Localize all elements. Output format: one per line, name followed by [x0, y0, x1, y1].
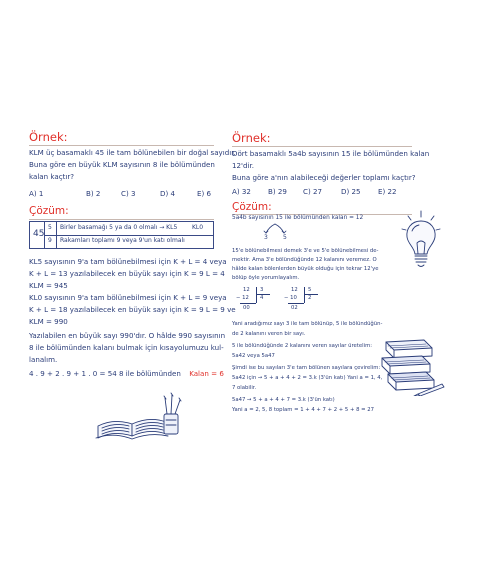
- left-option-e: E) 6: [197, 189, 212, 198]
- right-header-rule: [232, 146, 412, 147]
- table-row1-text: Birler basamağı 5 ya da 0 olmalı → KL5: [60, 224, 178, 231]
- right-option-e: E) 22: [378, 187, 397, 196]
- right-para-line-2: mektir. Ama 3'e bölündüğünde 12 kalanını veremez. O: [232, 257, 377, 263]
- left-final-line: [29, 368, 224, 379]
- left-question-line-2: Buna göre en büyük KLM sayısının 8 ile bölümünden: [29, 160, 215, 169]
- left-option-c: C) 3: [121, 189, 136, 198]
- left-solution-rule: [29, 219, 214, 220]
- left-header-rule: [29, 145, 214, 146]
- right-example-header: Örnek:: [232, 131, 271, 145]
- book-pencil-cup-illustration: [92, 392, 187, 442]
- div1-subtract: − 12: [236, 295, 249, 301]
- stacked-books-illustration: [376, 336, 446, 396]
- right-question-line-3: Buna göre a'nın alabileceği değerler toplamı kaçtır?: [232, 173, 416, 182]
- left-body-line-1: KL5 sayısının 9'a tam bölünebilmesi için K + L = 4 veya: [29, 257, 227, 266]
- right-tail-line-4: 5a42 veya 5a47: [232, 353, 275, 359]
- left-final-answer: Kalan = 6: [189, 369, 224, 378]
- div1-remainder: 00: [243, 305, 250, 311]
- light-bulb-illustration: [400, 207, 442, 273]
- left-body-line-5: K + L = 18 yazılabilecek en büyük sayı için K = 9 L = 9 ve: [29, 305, 236, 314]
- right-solution-line-1: 5a4b sayısının 15 ile bölümünden kalan = 12: [232, 215, 364, 221]
- left-body-line-8: 8 ile bölümünden kalanı bulmak için kısayolumuzu kul-: [29, 343, 224, 352]
- branch-arrows: [255, 223, 295, 237]
- div2-quotient: 2: [308, 295, 312, 301]
- branch-right-value: 5: [283, 234, 287, 241]
- left-example-header: Örnek:: [29, 130, 68, 144]
- right-option-d: D) 25: [341, 187, 361, 196]
- right-solution-header: Çözüm:: [232, 201, 272, 213]
- right-option-a: A) 32: [232, 187, 251, 196]
- long-division-12-by-5: [284, 286, 324, 318]
- left-body-line-9: lanalım.: [29, 355, 58, 364]
- left-body-line-3: KLM = 945: [29, 281, 68, 290]
- left-body-line-7: Yazılabilen en büyük sayı 990'dır. O hâlde 990 sayısının: [29, 331, 226, 340]
- left-body-line-4: KL0 sayısının 9'a tam bölünebilmesi için K + L = 9 veya: [29, 293, 227, 302]
- left-option-a: A) 1: [29, 189, 44, 198]
- right-tail-line-9: Yani a = 2, 5, 8 toplam = 1 + 4 + 7 + 2 + 5 + 8 = 27: [232, 407, 375, 413]
- div2-divisor: 5: [308, 287, 312, 293]
- branch-left-value: 3: [264, 234, 268, 241]
- right-tail-line-7: 7 olabilir.: [232, 385, 257, 391]
- right-tail-line-5: Şimdi ise bu sayıları 3'e tam bölünen sayılara çevirelim:: [232, 365, 381, 371]
- left-final-calc: 4 . 9 + 2 . 9 + 1 . 0 = 54 8 ile bölümünden: [29, 369, 181, 378]
- right-para-line-4: bölüp öyle yorumlayalım.: [232, 275, 300, 281]
- left-question-line-1: KLM üç basamaklı 45 ile tam bölünebilen bir doğal sayıdır.: [29, 148, 236, 157]
- table-row1-num: 5: [48, 224, 52, 231]
- right-option-b: B) 29: [268, 187, 287, 196]
- long-division-12-by-3: [236, 286, 276, 318]
- div1-dividend: 12: [243, 287, 250, 293]
- div2-subtract: − 10: [284, 295, 297, 301]
- table-divisor-45: 45: [33, 229, 45, 239]
- divisibility-table: [29, 221, 214, 249]
- right-tail-line-2: de 2 kalanını veren bir sayı.: [232, 331, 306, 337]
- left-body-line-6: KLM = 990: [29, 317, 68, 326]
- right-para-line-3: hâlde kalan bölenlerden büyük olduğu için tekrar 12'ye: [232, 266, 379, 272]
- left-question-line-3: kalan kaçtır?: [29, 172, 75, 181]
- right-option-c: C) 27: [303, 187, 323, 196]
- div1-divisor: 3: [260, 287, 264, 293]
- table-row2-num: 9: [48, 237, 52, 244]
- left-option-d: D) 4: [160, 189, 175, 198]
- right-question-line-2: 12'dir.: [232, 161, 254, 170]
- right-tail-line-8: 5a47 → 5 + a + 4 + 7 = 3.k (3'ün katı): [232, 397, 335, 403]
- table-row2-text: Rakamları toplamı 9 veya 9'un katı olmalı: [60, 237, 185, 244]
- div2-dividend: 12: [291, 287, 298, 293]
- table-row1-right: KL0: [192, 224, 204, 231]
- left-body-line-2: K + L = 13 yazılabilecek en büyük sayı için K = 9 L = 4: [29, 269, 225, 278]
- left-option-b: B) 2: [86, 189, 101, 198]
- div1-quotient: 4: [260, 295, 264, 301]
- div2-remainder: 02: [291, 305, 298, 311]
- left-solution-header: Çözüm:: [29, 205, 69, 217]
- right-para-line-1: 15'e bölünebilmesi demek 3'e ve 5'e bölünebilmesi de-: [232, 248, 379, 254]
- right-tail-line-1: Yani aradığımız sayı 3 ile tam bölünüp, 5 ile bölündüğün-: [232, 321, 383, 327]
- right-question-line-1: Dört basamaklı 5a4b sayısının 15 ile bölümünden kalan: [232, 149, 430, 158]
- right-tail-line-3: 5 ile bölündüğünde 2 kalanını veren sayılar üretelim:: [232, 343, 373, 349]
- right-tail-line-6: 5a42 için → 5 + a + 4 + 2 = 3.k (3'ün katı) Yani a = 1, 4,: [232, 375, 383, 381]
